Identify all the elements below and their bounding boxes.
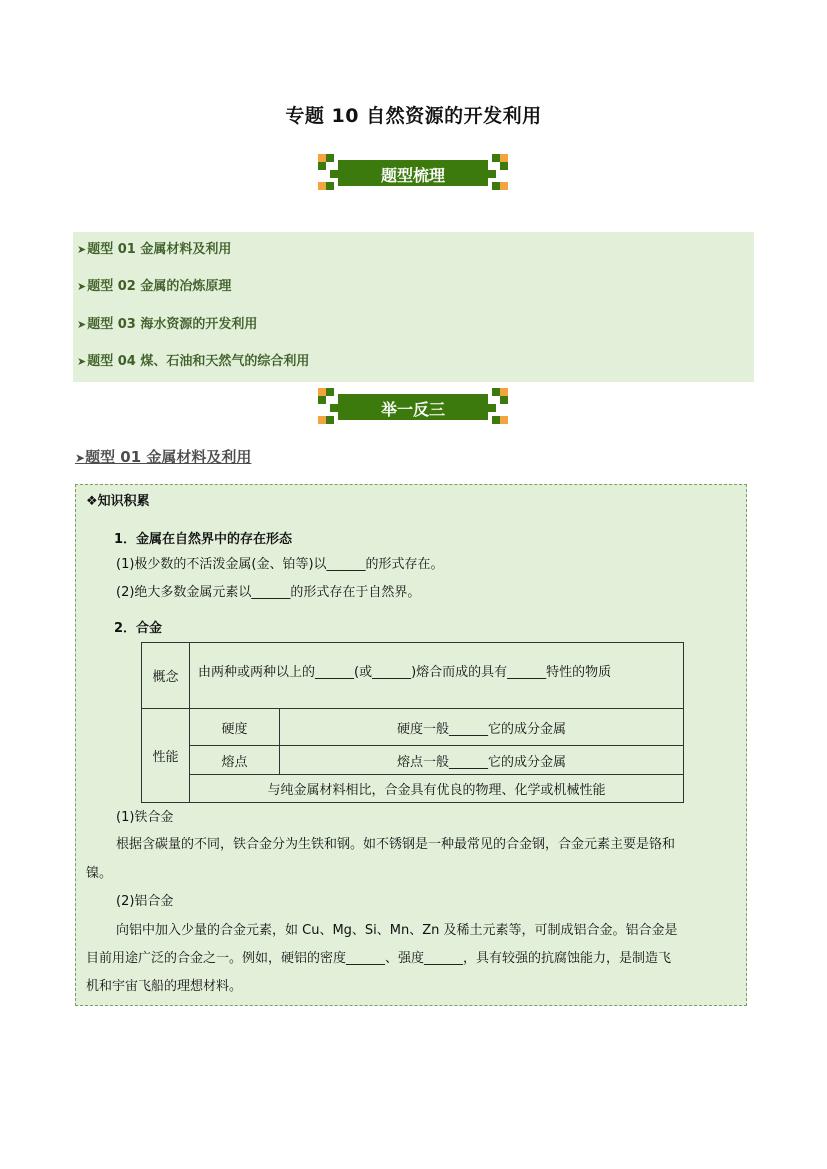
banner-deco-square xyxy=(500,388,508,396)
k1-line1: (1)极少数的不活泼金属(金、铂等)以______的形式存在。 xyxy=(116,557,444,572)
k1-title: 1．金属在自然界中的存在形态 xyxy=(114,532,293,547)
aluminum-alloy-text-2: 目前用途广泛的合金之一。例如，硬铝的密度______、强度______，具有较强的抗腐蚀能力，是制造飞 xyxy=(86,951,672,966)
iron-alloy-text-1: 根据含碳量的不同，铁合金分为生铁和钢。如不锈钢是一种最常见的合金钢，合金元素主要是铬和 xyxy=(116,837,676,852)
melting-text: 熔点一般______它的成分金属 xyxy=(280,746,684,775)
banner-deco-square xyxy=(318,388,326,396)
k1-line2: (2)绝大多数金属元素以______的形式存在于自然界。 xyxy=(116,585,421,600)
arrow-icon: ➤ xyxy=(75,451,86,465)
banner-deco-square xyxy=(326,154,334,162)
banner-deco-square xyxy=(326,388,334,396)
arrow-icon: ➤ xyxy=(77,280,87,293)
advantage-text: 与纯金属材料相比，合金具有优良的物理、化学或机械性能 xyxy=(190,775,684,803)
banner-deco-square xyxy=(492,154,500,162)
banner-deco-square xyxy=(492,388,500,396)
banner-deco-square xyxy=(318,154,326,162)
banner-deco-square xyxy=(500,154,508,162)
alloy-table xyxy=(141,642,684,803)
arrow-icon: ➤ xyxy=(77,318,87,331)
aluminum-alloy-title: (2)铝合金 xyxy=(116,894,174,909)
document-title: 专题 10 自然资源的开发利用 xyxy=(285,105,542,127)
banner-practice xyxy=(318,388,508,426)
melting-label: 熔点 xyxy=(190,746,280,775)
hardness-text: 硬度一般______它的成分金属 xyxy=(280,709,684,746)
knowledge-label: ❖知识积累 xyxy=(86,494,150,509)
section-heading: ➤题型 01 金属材料及利用 xyxy=(75,448,252,466)
concept-text: 由两种或两种以上的______(或______)熔合而成的具有______特性的物质 xyxy=(190,643,684,709)
concept-label: 概念 xyxy=(142,643,190,709)
iron-alloy-text-2: 镍。 xyxy=(86,866,113,881)
iron-alloy-title: (1)铁合金 xyxy=(116,810,174,825)
property-label: 性能 xyxy=(142,709,190,803)
toc-item[interactable]: ➤题型 01 金属材料及利用 xyxy=(77,242,232,257)
aluminum-alloy-text-1: 向铝中加入少量的合金元素，如 Cu、Mg、Si、Mn、Zn 及稀土元素等，可制成铝合金。铝合金是 xyxy=(116,923,678,938)
toc-item[interactable]: ➤题型 03 海水资源的开发利用 xyxy=(77,317,258,332)
question-type-list xyxy=(73,232,754,382)
diamond-icon: ❖ xyxy=(86,494,98,509)
banner-question-types xyxy=(318,154,508,192)
arrow-icon: ➤ xyxy=(77,243,87,256)
banner-label: 题型梳理 xyxy=(380,166,445,185)
aluminum-alloy-text-3: 机和宇宙飞船的理想材料。 xyxy=(86,979,243,994)
hardness-label: 硬度 xyxy=(190,709,280,746)
k2-title: 2．合金 xyxy=(114,621,163,636)
toc-item[interactable]: ➤题型 04 煤、石油和天然气的综合利用 xyxy=(77,354,310,369)
toc-item[interactable]: ➤题型 02 金属的冶炼原理 xyxy=(77,279,232,294)
banner-label: 举一反三 xyxy=(380,400,445,419)
arrow-icon: ➤ xyxy=(77,355,87,368)
